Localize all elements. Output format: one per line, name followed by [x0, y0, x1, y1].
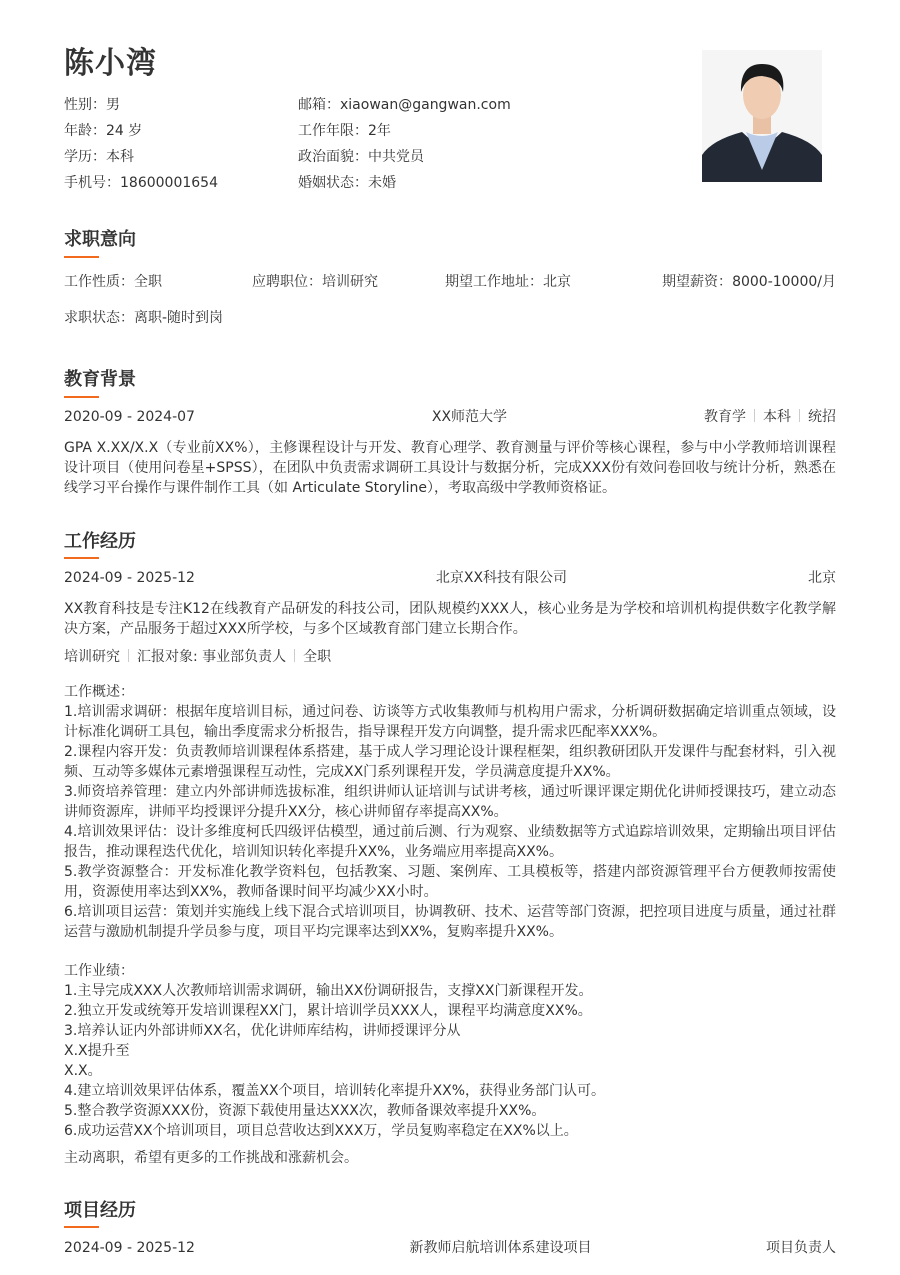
info-label: 性别： — [64, 97, 106, 113]
project-period: 2024-09 - 2025-12 — [64, 1240, 195, 1256]
leave-reason: 主动离职，希望有更多的工作挑战和涨薪机会。 — [64, 1150, 358, 1166]
info-label: 求职状态： — [64, 310, 134, 326]
section-underline — [64, 396, 99, 398]
info-label: 手机号： — [64, 175, 120, 191]
divider — [754, 409, 755, 422]
achievement-item: 4.建立培训效果评估体系，覆盖XX个项目，培训转化率提升XX%，获得业务部门认可。 — [64, 1083, 606, 1099]
achievement-item: 6.成功运营XX个培训项目，项目总营收达到XXX万，学员复购率稳定在XX%以上。 — [64, 1123, 578, 1139]
info-label: 学历： — [64, 149, 106, 165]
overview-item: 6.培训项目运营：策划并实施线上线下混合式培训项目，协调教研、技术、运营等部门资源，把控项目进度与质量，通过社群运营与激励机制提升学员参与度，项目平均完课率达到XX%，复购率提升XX%。 — [64, 904, 836, 940]
achievements-title: 工作业绩： — [64, 963, 134, 979]
info-value: xiaowan@gangwan.com — [340, 97, 511, 113]
info-age — [64, 121, 142, 141]
info-work-years — [298, 121, 391, 141]
achievement-item: 5.整合教学资源XXX份，资源下载使用量达XXX次，教师备课效率提升XX%。 — [64, 1103, 546, 1119]
section-title-job-intent: 求职意向 — [64, 229, 136, 250]
project-name: 新教师启航培训体系建设项目 — [409, 1240, 592, 1256]
info-label: 工作性质： — [64, 274, 134, 290]
work-achievements — [64, 961, 836, 1141]
info-label: 工作年限： — [298, 123, 368, 139]
tag: 汇报对象: 事业部负责人 — [137, 649, 287, 665]
info-value: 2年 — [368, 123, 391, 139]
info-value: 北京 — [543, 274, 571, 290]
info-value: 本科 — [106, 149, 134, 165]
section-underline — [64, 557, 99, 559]
tag: 本科 — [762, 409, 791, 425]
avatar-photo — [702, 50, 822, 182]
info-value: 8000-10000/月 — [732, 274, 836, 290]
company-description: XX教育科技是专注K12在线教育产品研发的科技公司，团队规模约XXX人，核心业务是为学校和培训机构提供数字化教学解决方案，产品服务于超过XXX所学校，与多个区域教育部门建立长期合作。 — [64, 601, 836, 637]
info-label: 应聘职位： — [252, 274, 322, 290]
work-overview — [64, 682, 836, 942]
project-header — [64, 1238, 836, 1258]
education-tags — [704, 407, 836, 427]
achievement-item: 3.培养认证内外部讲师XX名，优化讲师库结构，讲师授课评分从 — [64, 1023, 461, 1039]
project-role: 项目负责人 — [765, 1240, 836, 1256]
info-phone — [64, 173, 218, 193]
info-label: 年龄： — [64, 123, 106, 139]
section-title-project: 项目经历 — [64, 1200, 136, 1221]
info-label: 邮箱： — [298, 97, 340, 113]
work-header — [64, 568, 836, 588]
info-political — [298, 147, 424, 167]
overview-item: 5.教学资源整合：开发标准化教学资料包，包括教案、习题、案例库、工具模板等，搭建内部资源管理平台方便教师按需使用，资源使用率达到XX%，教师备课时间平均减少XX小时。 — [64, 864, 836, 900]
info-value: 中共党员 — [368, 149, 424, 165]
intent-work-type — [64, 272, 162, 292]
info-value: 培训研究 — [322, 274, 378, 290]
candidate-name: 陈小湾 — [64, 46, 157, 81]
tag: 全职 — [303, 649, 332, 665]
tag: 教育学 — [703, 409, 746, 425]
intent-status — [64, 308, 223, 328]
work-period: 2024-09 - 2025-12 — [64, 570, 195, 586]
info-value: 全职 — [134, 274, 162, 290]
tag: 统招 — [807, 409, 836, 425]
achievement-item: 1.主导完成XXX人次教师培训需求调研，输出XX份调研报告，支撑XX门新课程开发。 — [64, 983, 593, 999]
section-title-education: 教育背景 — [64, 369, 136, 390]
work-company: 北京XX科技有限公司 — [435, 570, 568, 586]
info-label: 政治面貌： — [298, 149, 368, 165]
divider — [799, 409, 800, 422]
section-underline — [64, 256, 99, 258]
info-label: 期望薪资： — [662, 274, 733, 290]
info-value: 18600001654 — [120, 175, 218, 191]
info-label: 婚姻状态： — [298, 175, 368, 191]
info-marital — [298, 173, 396, 193]
info-value: 男 — [106, 97, 120, 113]
achievement-item: X.X。 — [64, 1063, 102, 1079]
work-location: 北京 — [807, 570, 836, 586]
info-value: 未婚 — [368, 175, 396, 191]
info-gender — [64, 95, 120, 115]
info-education — [64, 147, 134, 167]
overview-item: 2.课程内容开发：负责教师培训课程体系搭建，基于成人学习理论设计课程框架，组织教研团队开发课件与配套材料，引入视频、互动等多媒体元素增强课程互动性，完成XX门系列课程开发，学员满意度提升XX%。 — [64, 744, 836, 780]
section-underline — [64, 1226, 99, 1228]
info-value: 离职-随时到岗 — [134, 310, 224, 326]
overview-item: 4.培训效果评估：设计多维度柯氏四级评估模型，通过前后测、行为观察、业绩数据等方式追踪培训效果，定期输出项目评估报告，推动课程迭代优化，培训知识转化率提升XX%，业务端应用率提高XX%。 — [64, 824, 836, 860]
achievement-item: 2.独立开发或统筹开发培训课程XX门，累计培训学员XXX人，课程平均满意度XX%。 — [64, 1003, 592, 1019]
intent-salary — [662, 272, 836, 292]
divider — [294, 649, 295, 662]
work-tags — [64, 647, 331, 667]
overview-item: 3.师资培养管理：建立内外部讲师选拔标准，组织讲师认证培训与试讲考核，通过听课评课定期优化讲师授课技巧，建立动态讲师资源库，讲师平均授课评分提升XX分，核心讲师留存率提高XX%。 — [64, 784, 836, 820]
overview-title: 工作概述： — [64, 684, 134, 700]
education-description: GPA X.XX/X.X（专业前XX%），主修课程设计与开发、教育心理学、教育测量与评价等核心课程，参与中小学教师培训课程设计项目（使用问卷星+SPSS），在团队中负责需求调研工具设计与数据分析，完成XXX份有效问卷回收与统计分析，熟悉在线学习平台操作与课件制作工具（如 Articulate Storyline），考取高级中学教师资格证。 — [64, 440, 836, 496]
divider — [128, 649, 129, 662]
tag: 培训研究 — [64, 649, 120, 665]
achievement-item: X.X提升至 — [64, 1043, 130, 1059]
info-value: 24 岁 — [106, 123, 143, 139]
info-email — [298, 95, 511, 115]
overview-item: 1.培训需求调研：根据年度培训目标，通过问卷、访谈等方式收集教师与机构用户需求，分析调研数据确定培训重点领域，设计标准化调研工具包，输出季度需求分析报告，指导课程开发方向调整，提升需求匹配率XXX%。 — [64, 704, 836, 740]
info-label: 期望工作地址： — [445, 274, 543, 290]
section-title-work: 工作经历 — [64, 531, 136, 552]
education-header — [64, 407, 836, 427]
intent-position — [252, 272, 378, 292]
intent-location — [445, 272, 571, 292]
education-school: XX师范大学 — [431, 409, 508, 425]
education-period: 2020-09 - 2024-07 — [64, 409, 195, 425]
